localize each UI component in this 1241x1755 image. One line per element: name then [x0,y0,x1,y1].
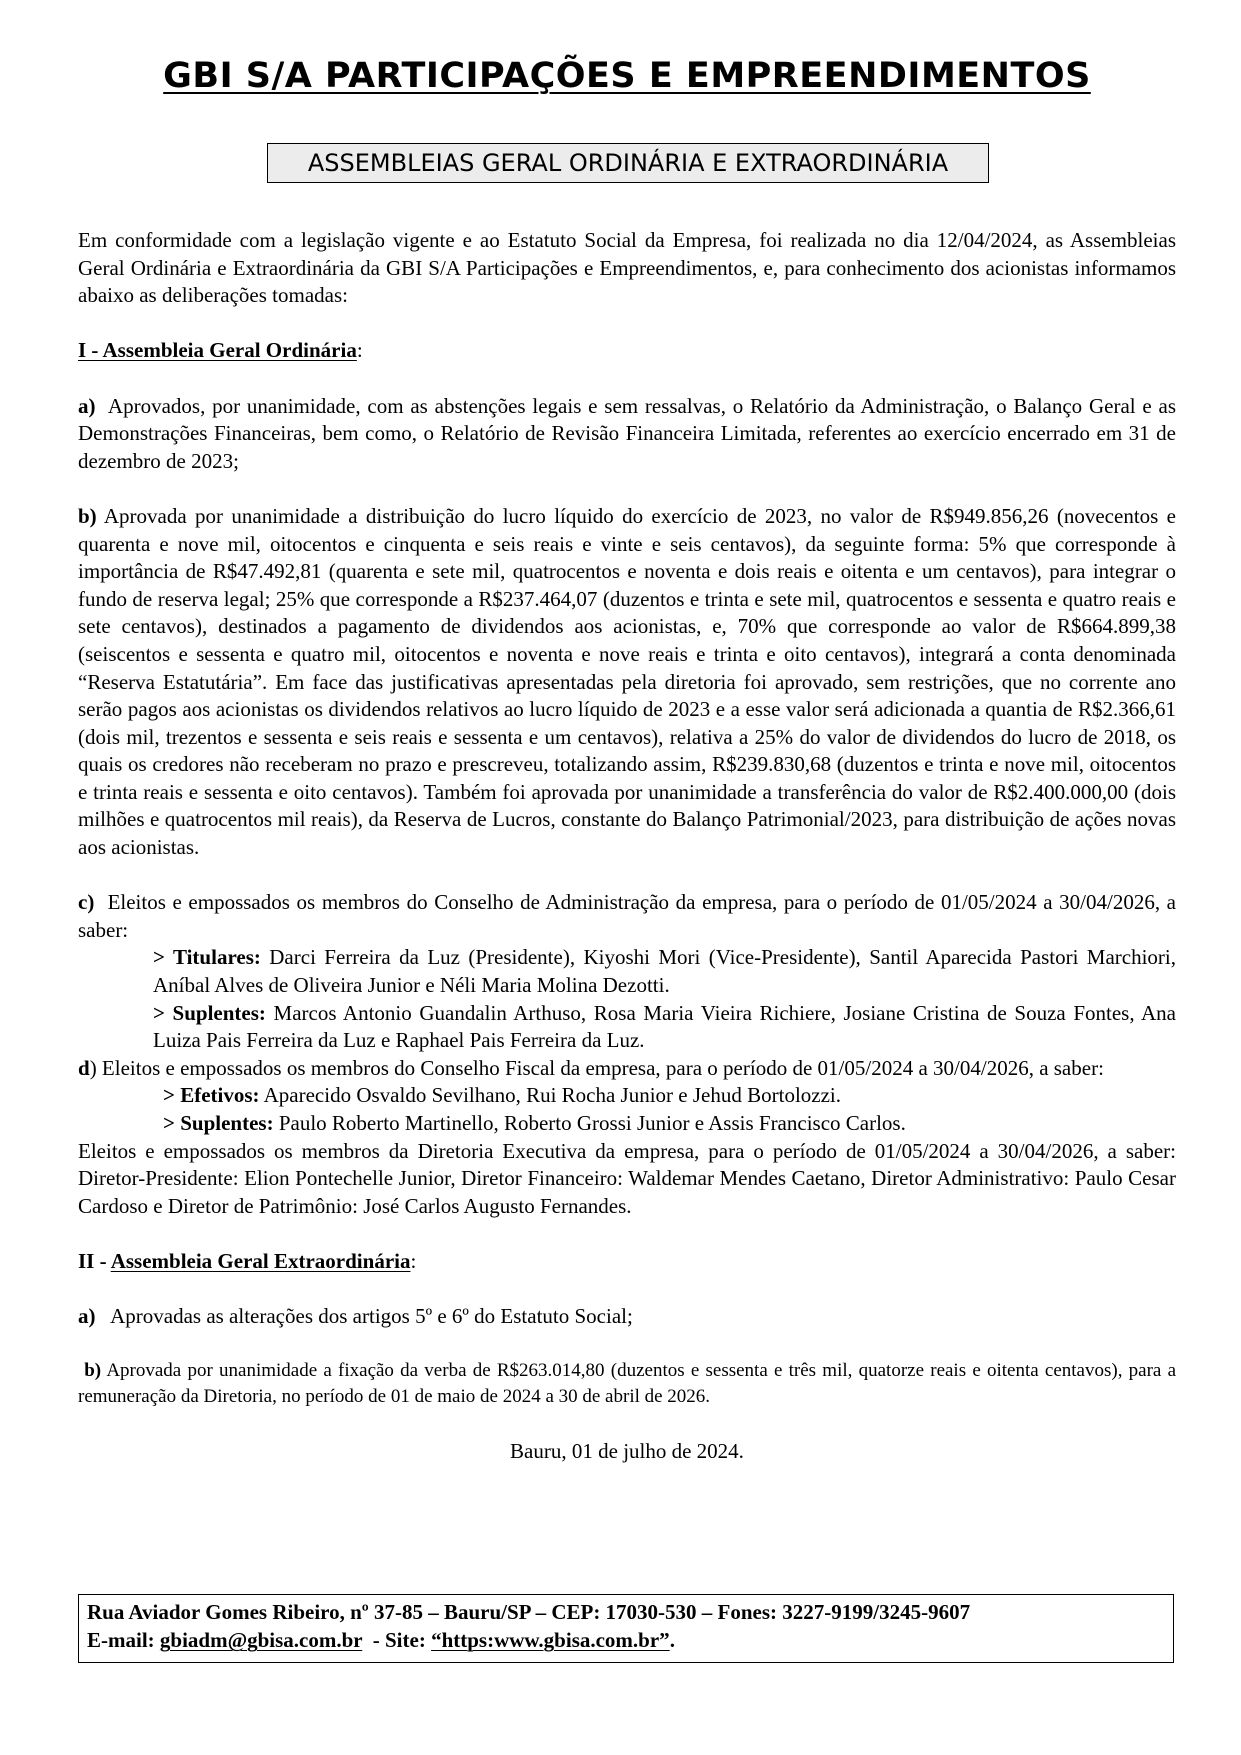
section1-heading: I - Assembleia Geral Ordinária [78,338,357,363]
c-titulares [78,944,1176,999]
c-titulares-text: Darci Ferreira da Luz (Presidente), Kiyoshi Mori (Vice-Presidente), Santil Aparecida Pastori Marchiori, Aníbal Alves de Oliveira Junior e Néli Maria Molina Dezotti. [153,945,1177,998]
section1-a-label: a) [78,393,96,418]
section1-b-label: b) [78,503,97,528]
d-efetivos-text: Aparecido Osvaldo Sevilhano, Rui Rocha Junior e Jehud Bortolozzi. [263,1083,842,1108]
section2-a-label: a) [78,1304,96,1329]
company-title [78,56,1176,96]
d-efetivos [78,1082,1176,1110]
document-body [78,227,1176,1466]
section2-heading: Assembleia Geral Extraordinária [110,1248,411,1273]
c-suplentes-label: > Suplentes: [153,1000,266,1025]
section2-a-text: Aprovadas as alterações dos artigos 5º e 6º do Estatuto Social; [110,1304,633,1329]
c-suplentes [78,1000,1176,1055]
subtitle-text: ASSEMBLEIAS GERAL ORDINÁRIA E EXTRAORDINÁRIA [307,149,949,177]
section2-heading-prefix: II - [78,1248,111,1273]
company-title-text: GBI S/A PARTICIPAÇÕES E EMPREENDIMENTOS [163,56,1091,96]
section1-b-text: Aprovada por unanimidade a distribuição do lucro líquido do exercício de 2023, no valor de R$949.856,26 (novecentos e quarenta e nove mil, oitocentos e cinquenta e seis reais e vinte e seis centavos), da seguinte forma: 5% que corresponde à importância de R$47.492,81 (quarenta e sete mil, quatrocentos e noventa e dois reais e oitenta e um centavos), para integrar o fundo de reserva legal; 25% que corresponde a R$237.464,07 (duzentos e trinta e sete mil, quatrocentos e sessenta e quatro reais e sete centavos), destinados a pagamento de dividendos aos acionistas, e, 70% que corresponde ao valor de R$664.899,38 (seiscentos e sessenta e quatro mil, oitocentos e noventa e nove reais e trinta e oito centavos), integrará a conta denominada “Reserva Estatutária”. Em face das justificativas apresentadas pela diretoria foi aprovado, sem restrições, que no corrente ano serão pagos aos acionistas os dividendos relativos ao lucro líquido de 2023 e a esse valor será adicionada a quantia de R$2.366,61 (dois mil, trezentos e sessenta e seis reais e sessenta e um centavos), relativa a 25% do valor de dividendos do lucro de 2018, os quais os credores não receberam no prazo e prescreveu, totalizando assim, R$239.830,68 (duzentos e trinta e nove mil, oitocentos e trinta reais e sessenta e oito centavos). Também foi aprovada por unanimidade a transferência do valor de R$2.400.000,00 (dois milhões e quatrocentos mil reais), da Reserva de Lucros, constante do Balanço Patrimonial/2023, para distribuição de ações novas aos acionistas. [78,503,1177,860]
section2-item-b [78,1358,1176,1410]
section1-c-label: c) [78,890,95,915]
d-suplentes-text: Paulo Roberto Martinello, Roberto Grossi Junior e Assis Francisco Carlos. [278,1111,906,1135]
footer-site-label: - Site: [372,1628,426,1652]
place-date: Bauru, 01 de julho de 2024. [510,1438,744,1463]
section1-d-label: d [78,1055,90,1080]
section1-item-d [78,1055,1176,1083]
diretoria-paragraph: Eleitos e empossados os membros da Diretoria Executiva da empresa, para o período de 01/05/2024 a 30/04/2026, a saber: Diretor-Presidente: Elion Pontechelle Junior, Diretor Financeiro: Waldemar Mendes Caetano, Diretor Administrativo: Paulo Cesar Cardoso e Diretor de Patrimônio: José Carlos Augusto Fernandes. [78,1138,1176,1218]
section2-heading-line: II - Assembleia Geral Extraordinária: [78,1248,417,1273]
intro-paragraph: Em conformidade com a legislação vigente e ao Estatuto Social da Empresa, foi realizada no dia 12/04/2024, as Assembleias Geral Ordinária e Extraordinária da GBI S/A Participações e Empreendimentos, e, para conhecimento dos acionistas informamos abaixo as deliberações tomadas: [78,228,1176,308]
footer-email-link[interactable]: gbiadm@gbisa.com.br [159,1628,363,1652]
d-efetivos-label: > Efetivos: [163,1083,260,1108]
section2-item-a [78,1303,1176,1331]
section2-b-text: Aprovada por unanimidade a fixação da verba de R$263.014,80 (duzentos e sessenta e três mil, quatorze reais e oitenta centavos), para a remuneração da Diretoria, no período de 01 de maio de 2024 a 30 de abril de 2026. [78,1360,1177,1408]
footer-email-label: E-mail: [87,1628,155,1652]
footer-address: Rua Aviador Gomes Ribeiro, nº 37-85 – Bauru/SP – CEP: 17030-530 – Fones: 3227-9199/3245-9607 [87,1600,971,1624]
c-titulares-label: > Titulares: [153,945,261,970]
footer-box [78,1594,1174,1663]
subtitle-box [267,143,989,183]
footer-contact: E-mail: gbiadm@gbisa.com.br - Site: “https:www.gbisa.com.br”. [87,1628,675,1652]
section1-c-text: Eleitos e empossados os membros do Conselho de Administração da empresa, para o período de 01/05/2024 a 30/04/2026, a saber: [78,890,1177,942]
footer-site-link[interactable]: “https:www.gbisa.com.br” [431,1628,670,1652]
d-suplentes-label: > Suplentes: [163,1111,274,1135]
section1-d-text: ) Eleitos e empossados os membros do Conselho Fiscal da empresa, para o período de 01/05/2024 a 30/04/2026, a saber: [89,1055,1104,1080]
section2-b-label: b) [84,1360,102,1382]
d-suplentes [78,1110,1176,1138]
section1-item-a [78,393,1176,476]
section1-a-text: Aprovados, por unanimidade, com as abstenções legais e sem ressalvas, o Relatório da Administração, o Balanço Geral e as Demonstrações Financeiras, bem como, o Relatório de Revisão Financeira Limitada, referentes ao exercício encerrado em 31 de dezembro de 2023; [78,393,1176,473]
section1-heading-line: I - Assembleia Geral Ordinária: [78,338,363,363]
c-suplentes-text: Marcos Antonio Guandalin Arthuso, Rosa Maria Vieira Richiere, Josiane Cristina de Souza Fontes, Ana Luiza Pais Ferreira da Luz e Raphael Pais Ferreira da Luz. [153,1000,1176,1053]
section1-item-c [78,889,1176,944]
section1-item-b [78,503,1176,862]
